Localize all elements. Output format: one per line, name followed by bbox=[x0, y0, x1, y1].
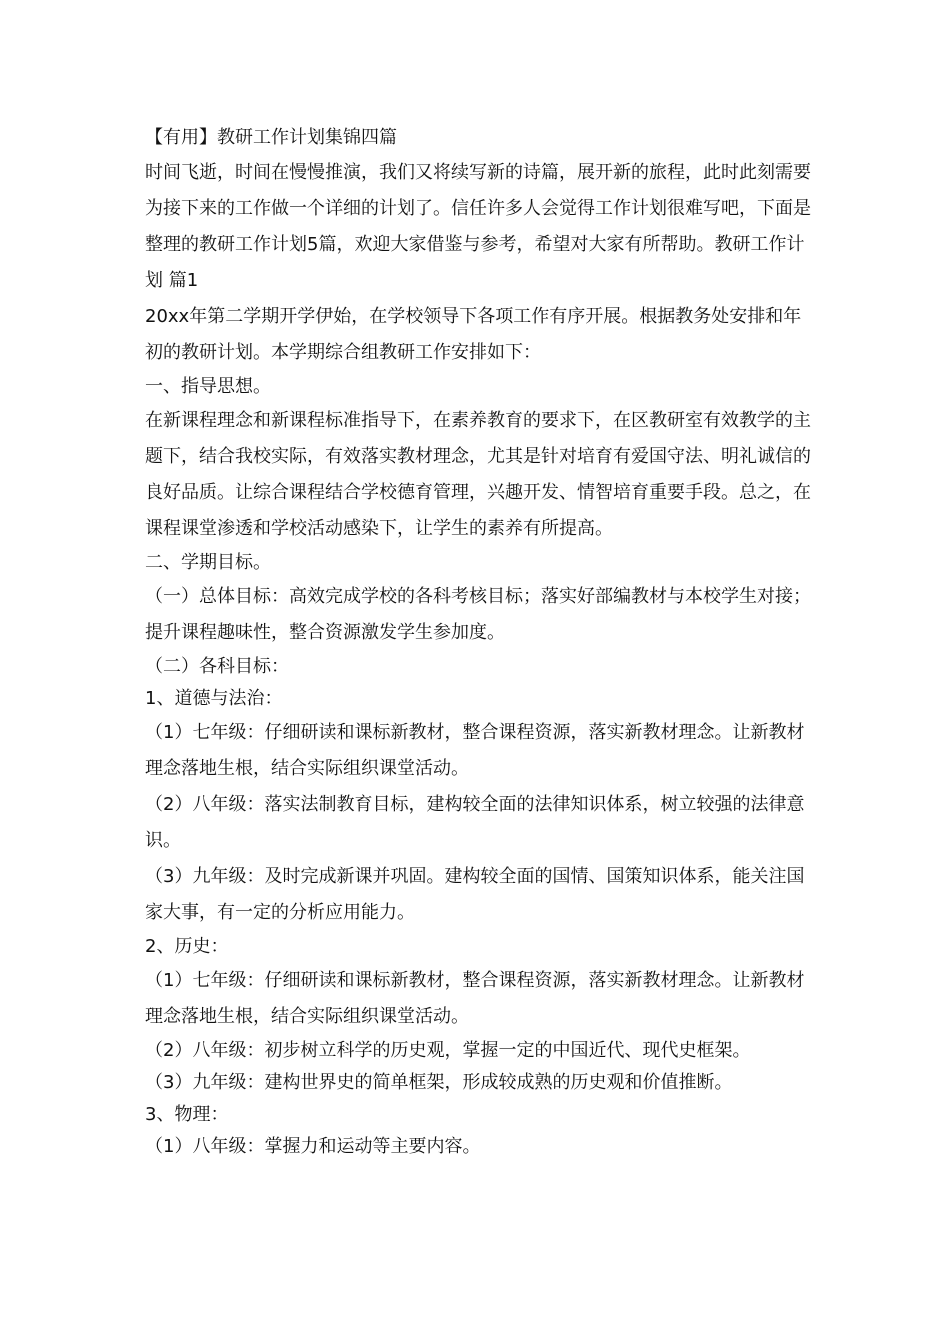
document-title: 【有用】教研工作计划集锦四篇 bbox=[145, 127, 397, 148]
background-paragraph: 20xx年第二学期开学伊始，在学校领导下各项工作有序开展。根据教务处安排和年初的教研计划。本学期综合组教研工作安排如下： bbox=[145, 306, 802, 363]
morality-grade9-goal: （3）九年级：及时完成新课并巩固。建构较全面的国情、国策知识体系，能关注国家大事，有一定的分析应用能力。 bbox=[145, 866, 805, 923]
subject-heading-physics: 3、物理： bbox=[145, 1104, 229, 1125]
document-body bbox=[145, 120, 815, 1163]
subject-heading-morality-law: 1、道德与法治： bbox=[145, 688, 283, 709]
subject-goals-heading: （二）各科目标： bbox=[145, 656, 289, 677]
section-heading-guiding: 一、指导思想。 bbox=[145, 376, 271, 397]
intro-paragraph: 时间飞逝，时间在慢慢推演，我们又将续写新的诗篇，展开新的旅程，此时此刻需要为接下来的工作做一个详细的计划了。信任许多人会觉得工作计划很难写吧，下面是整理的教研工作计划5篇，欢迎大家借鉴与参考，希望对大家有所帮助。教研工作计划 篇1 bbox=[145, 162, 811, 291]
history-grade7-goal: （1）七年级：仔细研读和课标新教材，整合课程资源，落实新教材理念。让新教材理念落地生根，结合实际组织课堂活动。 bbox=[145, 970, 805, 1027]
section-heading-goals: 二、学期目标。 bbox=[145, 552, 271, 573]
subject-heading-history: 2、历史： bbox=[145, 936, 229, 957]
physics-grade8-goal: （1）八年级：掌握力和运动等主要内容。 bbox=[145, 1136, 481, 1157]
history-grade8-goal: （2）八年级：初步树立科学的历史观，掌握一定的中国近代、现代史框架。 bbox=[145, 1040, 751, 1061]
guiding-paragraph: 在新课程理念和新课程标准指导下，在素养教育的要求下，在区教研室有效教学的主题下，结合我校实际，有效落实教材理念，尤其是针对培育有爱国守法、明礼诚信的良好品质。让综合课程结合学校德育管理，兴趣开发、情智培育重要手段。总之，在课程课堂渗透和学校活动感染下，让学生的素养有所提高。 bbox=[145, 410, 811, 539]
history-grade9-goal: （3）九年级：建构世界史的简单框架，形成较成熟的历史观和价值推断。 bbox=[145, 1072, 733, 1093]
morality-grade8-goal: （2）八年级：落实法制教育目标，建构较全面的法律知识体系，树立较强的法律意识。 bbox=[145, 794, 805, 851]
morality-grade7-goal: （1）七年级：仔细研读和课标新教材，整合课程资源，落实新教材理念。让新教材理念落地生根，结合实际组织课堂活动。 bbox=[145, 722, 805, 779]
overall-goal-paragraph: （一）总体目标：高效完成学校的各科考核目标；落实好部编教材与本校学生对接；提升课程趣味性，整合资源激发学生参加度。 bbox=[145, 586, 811, 643]
